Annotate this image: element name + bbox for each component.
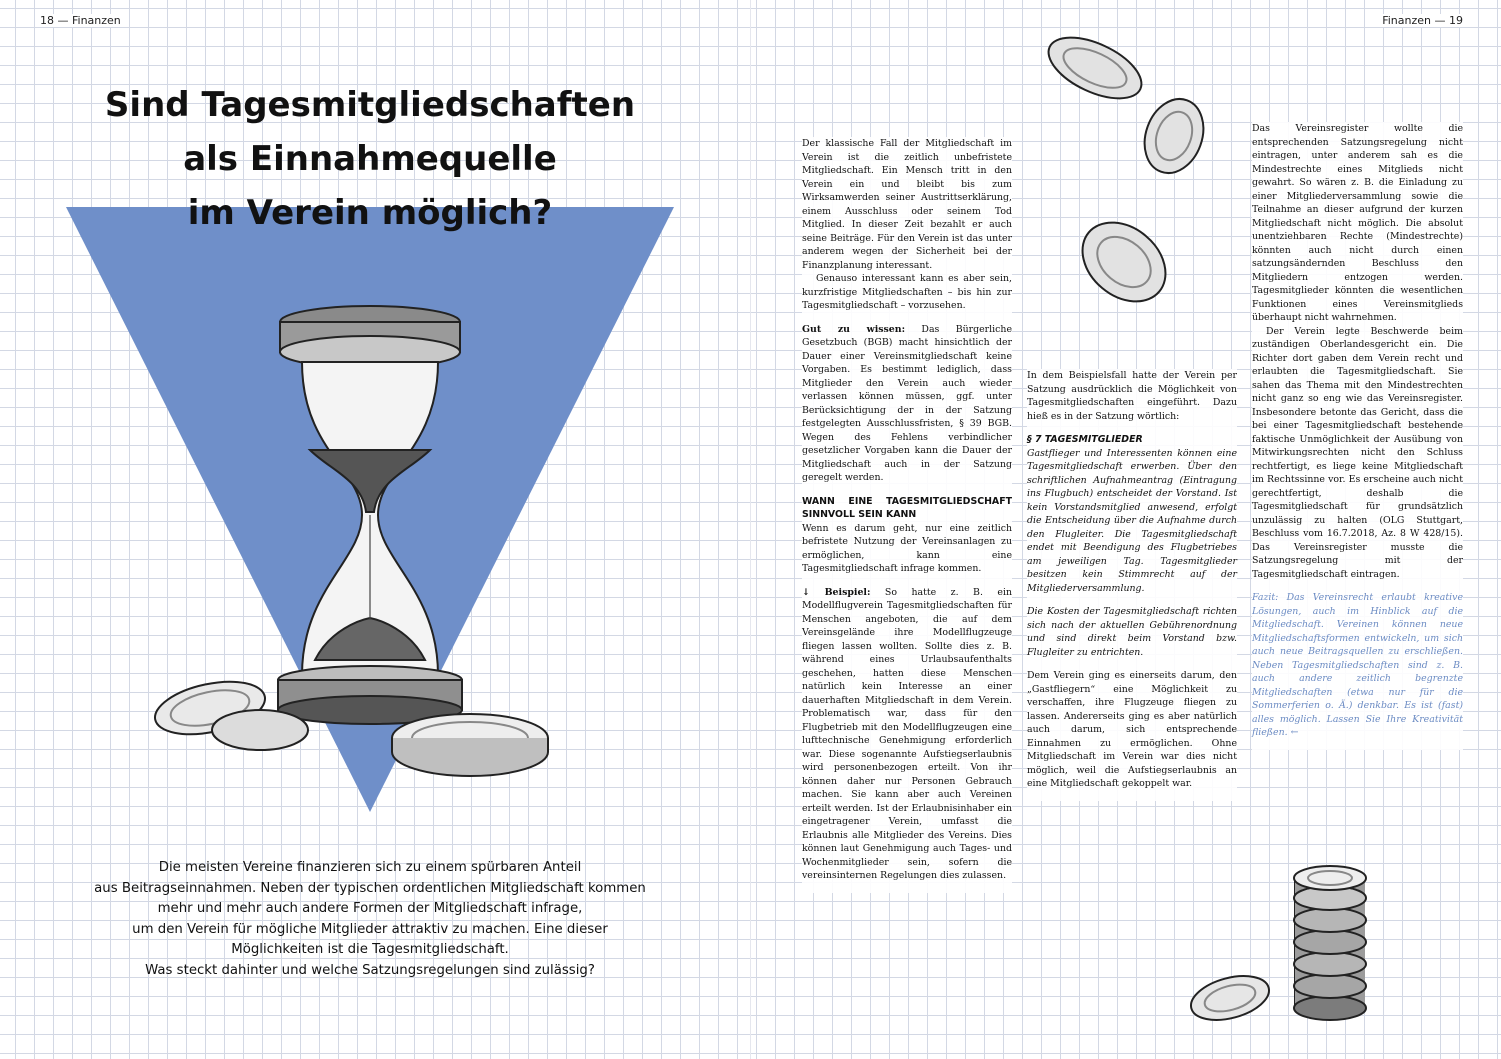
paragraph: Dem Verein ging es einerseits darum, den „Gastfliegern“ eine Möglichkeit zu verschaffen, ihre Flugzeuge fliegen zu lassen. Andererseits ging es aber natürlich auch darum, sich entsprechende Einnahmen zu ermöglichen. Ohne Mitgliedschaft im Verein war dies nicht möglich, weil die Aufstiegserlaubnis an eine Mitgliedschaft gekoppelt war. [1027,670,1237,789]
statute-heading: § 7 TAGESMITGLIEDER [1027,434,1143,445]
paragraph: In dem Beispielsfall hatte der Verein per Satzung ausdrücklich die Möglichkeit von Tagesmitgliedschaften eingeführt. Dazu hieß es in der Satzung wörtlich: [1027,370,1237,422]
conclusion: Fazit: Das Vereinsrecht erlaubt kreative Lösungen, auch im Hinblick auf die Mitgliedschaft. Vereinen können neue Mitgliedschaftsformen entwickeln, um sich auch neue Beitragsquellen zu erschließen. Neben Tagesmitgliedschaften sind z. B. auch andere zeitlich begrenzte Mitgliedschaften (etwa nur für die Sommerferien o. Ä.) denkbar. Es ist (fast) alles möglich. Lassen Sie Ihre Kreativität fließen. ← [1252,592,1463,738]
lead-line-5: Möglichkeiten ist die Tagesmitgliedschaft. [231,942,509,958]
title-line-1: Sind Tagesmitgliedschaften [104,85,636,125]
lead-paragraph [70,858,670,982]
paragraph: Wenn es darum geht, nur eine zeitlich befristete Nutzung der Vereinsanlagen zu ermöglichen, kann eine Tagesmitgliedschaft infrage kommen. [802,522,1012,574]
paragraph [802,586,1012,883]
lead-line-4: um den Verein für mögliche Mitglieder attraktiv zu machen. Eine dieser [132,921,608,937]
statute-quote: Die Kosten der Tagesmitgliedschaft richten sich nach der aktuellen Gebührenordnung und sind direkt beim Vorstand bzw. Flugleiter zu entrichten. [1027,606,1237,658]
paragraph: Der klassische Fall der Mitgliedschaft im Verein ist die zeitlich unbefristete Mitgliedschaft. Ein Mensch tritt in den Verein ein und bleibt bis zum Wirksamwerden seiner Austrittserklärung, einem Ausschluss oder seinem Tod Mitglied. In dieser Zeit bezahlt er auch seine Beiträge. Für den Verein ist das unter anderem wegen der Sicherheit bei der Finanzplanung interessant. [802,138,1012,271]
paragraph: Genauso interessant kann es aber sein, kurzfristige Mitgliedschaften – bis hin zur Tagesmitgliedschaft – vorzusehen. [802,273,1012,311]
note-label: Gut zu wissen: [802,323,906,335]
coin-stack-illustration [1185,858,1375,1028]
coin-illustration [1140,94,1208,178]
section-heading: WANN EINE TAGESMITGLIEDSCHAFT SINNVOLL SEIN KANN [802,495,1012,520]
coins-illustration [150,660,570,780]
example-label: ↓ Beispiel: [802,586,871,598]
paragraph: Der Verein legte Beschwerde beim zuständigen Oberlandesgericht ein. Die Richter dort gaben dem Verein recht und erlaubten die Tagesmitgliedschaft. Sie sahen das Thema mit den Mindestrechten nicht ganz so eng wie das Vereinsregister. Insbesondere betonte das Gericht, dass die bei einer Tagesmitgliedschaft bestehende faktische Unmöglichkeit der Ausübung von Mitwirkungsrechten nicht den Schluss rechtfertigt, es liege keine Mitgliedschaft im Rechtssinne vor. Es erscheine auch nicht gerechtfertigt, deshalb die Tagesmitgliedschaft für grundsätzlich unzulässig zu halten (OLG Stuttgart, Beschluss vom 16.7.2018, Az. 8 W 428/15). Das Vereinsregister musste die Satzungsregelung mit der Tagesmitgliedschaft eintragen. [1252,325,1463,580]
coin-illustration [1074,214,1174,310]
paragraph [802,323,1012,485]
text-column-1 [802,137,1012,893]
note-text: Das Bürgerliche Gesetzbuch (BGB) macht hinsichtlich der Dauer einer Vereinsmitgliedschaft keine Vorgaben. Es bestimmt lediglich, dass Mitglieder den Verein auch wieder verlassen können müssen, ggf. unter Berücksichtigung der in der Satzung festgelegten Ausschlussfristen, § 39 BGB. Wegen des Fehlens verbindlicher gesetzlicher Vorgaben kann die Dauer der Mitgliedschaft auch in der Satzung geregelt werden. [802,323,1012,483]
lead-line-1: Die meisten Vereine finanzieren sich zu einem spürbaren Anteil [158,860,582,875]
text-column-3 [1252,122,1463,750]
lead-line-3: mehr und mehr auch andere Formen der Mitgliedschaft infrage, [157,901,583,917]
folio-right: Finanzen — 19 [1382,14,1463,27]
folio-left: 18 — Finanzen [40,14,121,27]
coin-illustration [1040,28,1150,106]
lead-line-6: Was steckt dahinter und welche Satzungsregelungen sind zulässig? [145,962,595,978]
example-text: So hatte z. B. ein Modellflugverein Tagesmitgliedschaften für Menschen angeboten, die auf dem Vereinsgelände ihre Modellflugzeuge fliegen lassen wollten. Sollte dies z. B. während eines Urlaubsaufenthalts geschehen, hatten diese Menschen natürlich kein Interesse an einer dauerhaften Mitgliedschaft in dem Verein. Problematisch war, dass für den Flugbetrieb mit den Modellflugzeugen eine lufttechnische Genehmigung erforderlich war. Diese sogenannte Aufstiegserlaubnis wird personenbezogen erteilt. Von ihr können daher nur Personen Gebrauch machen. Sie kann aber auch Vereinen erteilt werden. Ist der Erlaubnisinhaber ein eingetragener Verein, umfasst die Erlaubnis alle Mitglieder des Vereins. Dies können laut Genehmigung auch Tages- und Wochenmitglieder sein, sofern die vereinsinternen Regelungen dies zulassen. [802,586,1012,881]
statute-quote: Gastflieger und Interessenten können eine Tagesmitgliedschaft erwerben. Über den schriftlichen Aufnahmeantrag (Eintragung ins Flugbuch) entscheidet der Vorstand. Ist kein Vorstandsmitglied anwesend, erfolgt die Entscheidung über die Aufnahme durch den Flugleiter. Die Tagesmitgliedschaft endet mit Beendigung des Flugbetriebes am jeweiligen Tag. Tagesmitglieder besitzen kein Stimmrecht auf der Mitgliederversammlung. [1027,447,1237,594]
title-line-2: als Einnahmequelle [183,139,557,179]
title-line-3: im Verein möglich? [187,193,553,233]
paragraph: Das Vereinsregister wollte die entsprechenden Satzungsregelung nicht eintragen, unter anderem sah es die Mindestrechte eines Mitglieds nicht gewahrt. So wären z. B. die Einladung zu einer Mitgliederversammlung sowie die Teilnahme an dieser aufgrund der kurzen Mitgliedschaft nicht möglich. Die absolut unentziehbaren Rechte (Mindestrechte) könnten auch nicht durch einen satzungsändernden Beschluss den Mitgliedern entzogen werden. Tagesmitglieder könnten die wesentlichen Funktionen eines Vereinsmitglieds überhaupt nicht wahrnehmen. [1252,123,1463,323]
page-title [60,78,680,240]
lead-line-2: aus Beitragseinnahmen. Neben der typischen ordentlichen Mitgliedschaft kommen [94,880,646,896]
text-column-2 [1027,369,1237,801]
